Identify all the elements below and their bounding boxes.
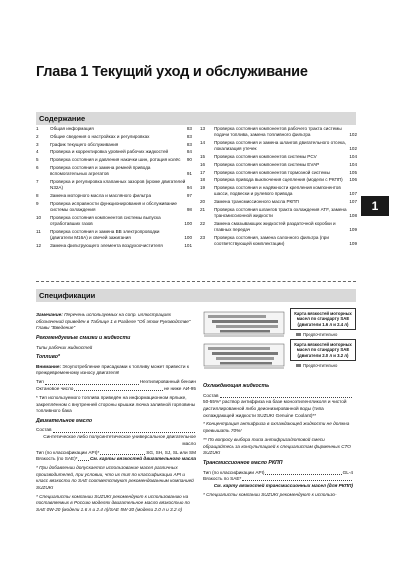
toc-entry: [200, 177, 357, 183]
toc-left-column: [36, 126, 192, 250]
toc-entry-title: Замена фильтрующего элемента воздухоочистителя: [50, 242, 163, 248]
toc-entry-page: 104: [349, 161, 357, 167]
toc-entry-number: 17: [200, 169, 206, 175]
dot-leader: [265, 470, 341, 475]
toc-entry: [200, 207, 357, 219]
toc-entry-page: 101: [184, 242, 192, 248]
toc-entry-number: 1: [36, 126, 39, 131]
toc-right-column: [200, 126, 357, 249]
trans-api-value: GL-4: [342, 469, 353, 475]
toc-entry: [36, 142, 192, 148]
toc-entry-title: Замена моторного масла и масляного фильтра: [50, 192, 151, 198]
oil-footnote-2: * Специалисты компании SUZUKI рекомендуют к использованию на поставляемых в Россию моделях двигательное масло вязкостью по SAE 0W-20 (модели 1.6 л и 2.4 л)/SAE 5W-30 (модели 2.0 л и 3.2 л): [36, 493, 190, 513]
oil-footnote: * При добавлении допускается использование масел различных производителей, при условии, что их тип по классификации API и класс вязкости по SAE соответствуют рекомендованным компанией SUZUKI: [36, 465, 194, 490]
chart-1-legend-swatch: [296, 333, 301, 336]
toc-entry-title: Проверка привода выключения сцепления (модели с РКПП): [214, 177, 343, 183]
toc-entry: [200, 235, 357, 247]
toc-entry: [36, 134, 192, 140]
spec-heading: Спецификации: [36, 289, 356, 302]
toc-entry: [200, 199, 357, 205]
toc-entry-page: 108: [349, 213, 357, 218]
trans-sae-value: См. карту вязкостей трансмиссионных масел (для РКПП): [213, 482, 353, 488]
toc-entry-number: 9: [36, 200, 39, 206]
toc-entry-number: 7: [36, 178, 39, 184]
chart-1-legend: Предпочтительно: [303, 332, 338, 337]
toc-entry-number: 16: [200, 161, 206, 167]
chapter-title: Глава 1 Текущий уход и обслуживание: [36, 64, 308, 80]
toc-entry-title: Проверка состояния компонентов системы PCV: [214, 153, 317, 159]
toc-entry-title: Проверка состояния компонентов тормозной системы: [214, 169, 330, 175]
fuel-warning: [36, 364, 196, 377]
toc-entry: [36, 149, 192, 155]
toc-entry: [200, 162, 357, 168]
oil-sae-row: [36, 456, 196, 463]
toc-entry-page: 83: [186, 126, 192, 131]
toc-entry-number: 20: [200, 199, 206, 205]
dot-leader: [220, 393, 352, 398]
chart-2-legend: Предпочтительно: [303, 363, 338, 368]
viscosity-charts-figure: [202, 308, 356, 372]
toc-entry-title: Проверка состояния компонентов рабочего тракта системы подачи топлива, замена топливного фильтра: [214, 126, 342, 138]
chart-2-legend-swatch: [296, 364, 301, 367]
coolant-composition-value: 50-55%* раствор антифриза на базе моноэтиленгликоля и чистой дистиллированной либо деионизированной воды (типа охлаждающей жидкости SUZUKI Genuine Coolant)**: [203, 399, 347, 418]
spec-right-column: [203, 380, 353, 501]
fuel-type-label: Тип: [36, 379, 44, 385]
transmission-heading: Трансмиссионное масло РКПП: [203, 459, 283, 466]
trans-api-label: Тип (по классификации API): [203, 469, 265, 475]
toc-entry-title: Проверка состояния компонентов системы EVAP: [214, 161, 320, 167]
toc-entry-page: 91: [186, 171, 192, 177]
toc-entry: [200, 170, 357, 176]
toc-entry-title: Проверка и корректировка уровней рабочих жидкостей: [50, 149, 169, 155]
dot-leader: [100, 450, 145, 455]
coolant-note-1: * Концентрация антифриза в охлаждающей жидкости не должна превышать 70%!: [203, 421, 350, 434]
toc-entry-number: 18: [200, 177, 206, 183]
toc-entry-number: 10: [36, 214, 42, 220]
toc-entry-title: Замена трансмиссионного масла РКПП: [214, 199, 299, 205]
coolant-note-2: ** По вопросу выбора типа антифриза/готовой смеси обращайтесь за консультацией к специалистам фирменных СТО SUZUKI: [203, 437, 351, 456]
toc-entry-page: 98: [186, 206, 192, 212]
toc-entry-number: 6: [36, 164, 39, 170]
toc-entry-page: 97: [186, 192, 192, 198]
toc-entry-page: 109: [349, 226, 357, 232]
trans-api-row: [203, 470, 353, 477]
fluids-subheading: Типы рабочих жидкостей: [36, 344, 93, 350]
trans-note: * Специалисты компании SUZUKI рекомендуют к использо-: [203, 491, 337, 497]
toc-entry: [36, 179, 192, 191]
toc-entry-title: Проверка состояния компонентов системы выпуска отработавших газов: [50, 214, 161, 226]
toc-entry: [200, 185, 357, 197]
section-divider: [36, 281, 356, 282]
fluids-heading: Рекомендуемые смазки и жидкости: [36, 334, 131, 341]
dot-leader: [74, 386, 163, 391]
toc-entry-number: 19: [200, 185, 206, 191]
oil-api-label: Тип (по классификации API)*: [36, 449, 100, 455]
toc-entry: [36, 126, 192, 132]
toc-entry: [200, 221, 357, 233]
fuel-type-row: [36, 379, 196, 386]
trans-sae-row: [203, 476, 353, 483]
toc-entry-page: 102: [349, 146, 357, 152]
toc-entry-title: Общие сведения о настройках и регулировках: [50, 133, 150, 139]
oil-composition-row: [36, 427, 196, 434]
contents-heading: Содержание: [36, 112, 356, 125]
trans-sae-label: Вязкость по SAE*: [203, 476, 242, 482]
toc-entry-page: 100: [184, 234, 192, 240]
fuel-footnote: * Тип используемого топлива приведён на информационном ярлыке, закреплённом с внутренней стороны крышки лючка заливной горловины топливного бака: [36, 394, 196, 414]
chart-1-caption: Карта вязкостей моторных масел по стандарту SAE (двигатели 1.6 л и 2.4 л): [290, 308, 356, 330]
oil-heading: Двигательное масло: [36, 417, 92, 424]
toc-entry: [36, 193, 192, 199]
toc-entry: [36, 243, 192, 249]
toc-entry: [36, 165, 192, 177]
toc-entry-number: 21: [200, 206, 206, 212]
toc-entry-number: 12: [36, 242, 42, 248]
toc-entry: [200, 126, 357, 138]
toc-entry-page: 94: [186, 185, 192, 191]
toc-entry-number: 13: [200, 126, 206, 131]
toc-entry-number: 3: [36, 141, 39, 147]
toc-entry-title: Проверка состояния и надёжности крепления компонентов шасси, подвески и рулевого привода: [214, 185, 341, 197]
toc-entry: [36, 201, 192, 213]
toc-entry-number: 11: [36, 228, 41, 234]
toc-entry-page: 104: [349, 153, 357, 159]
octane-row: [36, 386, 196, 393]
toc-entry: [36, 229, 192, 241]
chart-2-caption: Карта вязкостей моторных масел по стандарту SAE (двигатели 2.0 л и 3.2 л): [290, 339, 356, 361]
toc-entry-title: Проверка состояния и давления накачки шин, ротация колёс: [50, 157, 181, 163]
toc-entry: [200, 154, 357, 160]
toc-entry: [36, 215, 192, 227]
octane-value: не ниже АИ-95: [163, 386, 196, 391]
toc-entry-title: Замена смазывающих жидкостей раздаточной коробки и главных передач: [214, 220, 336, 232]
fuel-type-value: Неэтилированный бензин: [139, 379, 196, 385]
toc-entry-number: 8: [36, 192, 39, 198]
toc-entry-page: 100: [184, 220, 192, 226]
oil-api-value: SG, SH, SJ, SL или SM: [146, 449, 196, 455]
dot-leader: [53, 427, 195, 432]
oil-sae-label: Вязкость (по SAE)*: [36, 456, 78, 462]
oil-composition-value: Синтетическое либо полусинтетическое универсальное двигательное масло: [43, 434, 196, 446]
toc-entry-title: Проверка состояния и замена ремней привода вспомогательных агрегатов: [50, 164, 151, 177]
toc-entry-page: 106: [349, 177, 357, 183]
toc-entry-title: Проверка состояния, замена салонного фильтра (при соответствующей комплектации): [214, 234, 329, 246]
toc-entry-number: 15: [200, 153, 206, 159]
fuel-warning-text: Эгоупотребление присадками к топливу может привести к преждевременному износу двигателя!: [36, 363, 189, 376]
toc-entry: [200, 140, 357, 152]
oil-composition-label: Состав: [36, 427, 52, 433]
toc-entry-number: 4: [36, 149, 39, 155]
toc-entry-number: 5: [36, 157, 39, 163]
note-text: Перечень используемых на сопр. иллюстрациях обозначений приведён в Таблице 1 в Разделе "Об этом Руководстве" Главы "Введение": [36, 312, 191, 331]
fuel-warning-label: Внимание:: [36, 363, 61, 369]
dot-leader: [242, 476, 352, 481]
coolant-composition-label: Состав: [203, 392, 219, 398]
dot-leader: [45, 379, 139, 384]
toc-entry-number: 23: [200, 234, 206, 240]
note-label: Замечание:: [36, 312, 63, 317]
toc-entry-page: 83: [186, 133, 192, 139]
toc-entry-page: 107: [349, 191, 357, 197]
toc-entry-page: 83: [186, 141, 192, 147]
toc-entry-number: 2: [36, 133, 39, 139]
toc-entry: [36, 157, 192, 163]
toc-entry-title: График текущего обслуживания: [50, 141, 119, 147]
toc-entry-number: 22: [200, 220, 206, 226]
toc-entry-number: 14: [200, 139, 206, 145]
toc-entry-title: Проверка состояния и замена ВВ электропроводки (двигатели M16A) и свечей зажигания: [50, 228, 160, 240]
toc-entry-page: 84: [186, 149, 192, 155]
octane-label: Октановое число: [36, 386, 74, 391]
dot-leader: [78, 456, 88, 461]
toc-entry-title: Общая информация: [50, 126, 94, 131]
chart-1-bars: [204, 312, 284, 336]
chart-2-bars: [204, 344, 284, 368]
toc-entry-page: 105: [349, 169, 357, 175]
toc-entry-page: 107: [349, 199, 357, 205]
coolant-heading: Охлаждающая жидкость: [203, 383, 270, 389]
oil-sae-value: См. карты вязкостей двигательного масла: [89, 456, 196, 462]
note-paragraph: [36, 312, 196, 332]
spec-left-column: [36, 312, 196, 516]
toc-entry-title: Проверка исправности функционирования и обслуживание системы охлаждения: [50, 200, 177, 212]
toc-entry-title: Проверка состояния шлангов тракта охлаждения ATF, замена трансмиссионной жидкости: [214, 206, 347, 218]
chapter-tab-marker: 1: [361, 196, 389, 216]
fuel-heading: Топливо*: [36, 354, 60, 361]
toc-entry-page: 102: [349, 132, 357, 138]
toc-entry-page: 109: [349, 240, 357, 246]
toc-entry-title: Проверка состояния и замена шлангов двигательного отсека, локализация утечек: [214, 139, 346, 152]
toc-entry-page: 90: [186, 157, 192, 163]
toc-entry-title: Проверка и регулировка клапанных зазоров (кроме двигателей N32A): [50, 178, 186, 191]
